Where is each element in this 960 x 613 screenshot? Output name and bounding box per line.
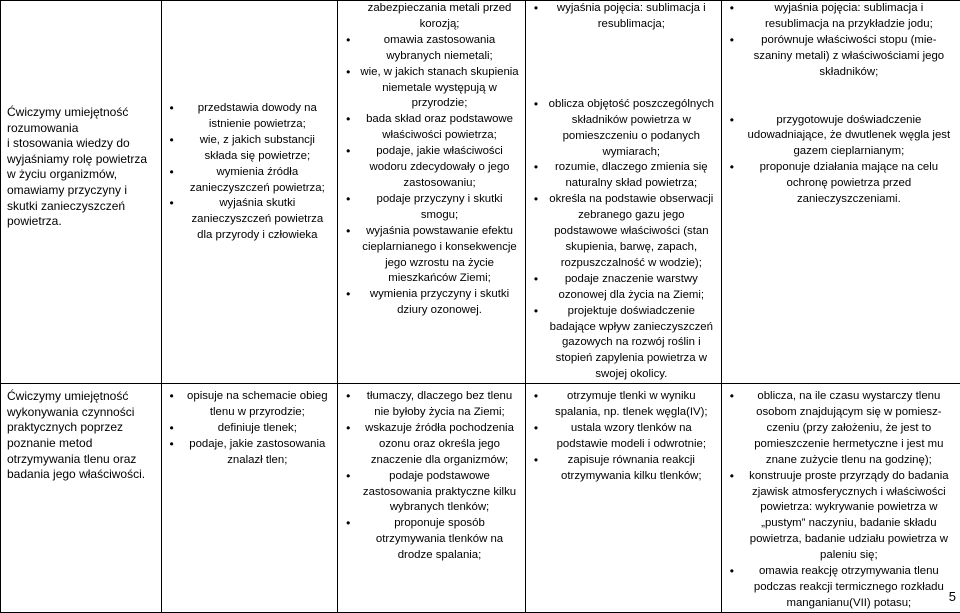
list-item: • definiuje tlenek; bbox=[184, 421, 332, 437]
list-item: • proponuje sposób otrzymywania tlenków na drodze spalania; bbox=[360, 516, 519, 564]
goal-text: Ćwiczymy umiejętność wykonywania czynności praktycznych poprzez poznanie metod otrzymywania tlenu oraz badania jego właściwości. bbox=[1, 384, 161, 483]
level-cell-3 bbox=[525, 1, 721, 384]
list-item: • oblicza objętość poszczególnych składników powietrza w pomieszczeniu o podanych wymiarach; bbox=[548, 97, 715, 161]
list-item: • przygotowuje doświadczenie udowadniające, że dwutlenek węgla jest gazem cieplarnianym; bbox=[744, 113, 954, 161]
list-item: • wie, z jakich substancji składa się powietrze; bbox=[184, 133, 332, 165]
requirements-list-top bbox=[526, 1, 721, 33]
list-item: • omawia zastosowania wybranych niemetali; bbox=[360, 33, 519, 65]
level-cell-1 bbox=[161, 384, 338, 613]
level-cell-2 bbox=[338, 384, 526, 613]
list-item: zabezpieczania metali przed korozją; bbox=[360, 1, 519, 33]
list-item: • wyjaśnia skutki zanieczyszczeń powietrza dla przyrody i człowieka bbox=[184, 196, 332, 244]
list-item: • podaje podstawowe zastosowania praktyczne kilku wybranych tlenków; bbox=[360, 469, 519, 517]
list-item: • wyjaśnia powstawanie efektu cieplarnianego i konsekwencje jego wzrostu na życie mieszkańców Ziemi; bbox=[360, 224, 519, 288]
list-item: • podaje przyczyny i skutki smogu; bbox=[360, 192, 519, 224]
requirements-list bbox=[722, 113, 960, 208]
list-item: • przedstawia dowody na istnienie powietrza; bbox=[184, 101, 332, 133]
requirements-list bbox=[162, 101, 338, 244]
list-item: • omawia reakcję otrzymywania tlenu podczas reakcji termicznego rozkładu manganianu(VII) potasu; bbox=[744, 564, 954, 612]
level-cell-2 bbox=[338, 1, 526, 384]
list-item: • wie, w jakich stanach skupienia niemetale występują w przyrodzie; bbox=[360, 65, 519, 113]
requirements-list-top bbox=[338, 1, 525, 112]
level-cell-3 bbox=[525, 384, 721, 613]
requirements-list bbox=[338, 384, 525, 564]
list-item: • wskazuje źródła pochodzenia ozonu oraz określa jego znaczenie dla organizmów; bbox=[360, 421, 519, 469]
list-item: • rozumie, dlaczego zmienia się naturalny skład powietrza; bbox=[548, 160, 715, 192]
list-item: • otrzymuje tlenki w wyniku spalania, np. tlenek węgla(IV); bbox=[548, 389, 715, 421]
list-item: • podaje, jakie zastosowania znalazł tlen; bbox=[184, 437, 332, 469]
requirements-list bbox=[526, 384, 721, 484]
list-item: • porównuje właściwości stopu (mie-szaniny metali) z właściwościami jego składników; bbox=[744, 33, 954, 81]
list-item: • konstruuje proste przyrządy do badania zjawisk atmosferycznych i właściwości powietrza: wykrywanie powietrza w „pustym” naczyniu, badanie składu powietrza, badanie udziału powietrza w paleniu się; bbox=[744, 469, 954, 564]
list-item: • wymienia źródła zanieczyszczeń powietrza; bbox=[184, 165, 332, 197]
goal-text: Ćwiczymy umiejętność rozumowania i stosowania wiedzy do wyjaśniamy rolę powietrza w życiu organizmów, omawiamy przyczyny i skutki zanieczyszczeń powietrza. bbox=[1, 1, 161, 230]
requirements-list bbox=[722, 384, 960, 612]
list-item: • tłumaczy, dlaczego bez tlenu nie byłoby życia na Ziemi; bbox=[360, 389, 519, 421]
requirements-list bbox=[526, 97, 721, 383]
list-item: • wymienia przyczyny i skutki dziury ozonowej. bbox=[360, 287, 519, 319]
goal-cell bbox=[1, 384, 162, 613]
list-item: • wyjaśnia pojęcia: sublimacja i resublimacja na przykładzie jodu; bbox=[744, 1, 954, 33]
table-row bbox=[1, 1, 960, 384]
list-item: • oblicza, na ile czasu wystarczy tlenu osobom znajdującym się w pomiesz-czeniu (przy założeniu, że jest to pomieszczenie hermetyczne i jest mu znane zużycie tlenu na godzinę); bbox=[744, 389, 954, 469]
requirements-list bbox=[162, 384, 338, 469]
goal-cell bbox=[1, 1, 162, 384]
requirements-list bbox=[338, 112, 525, 319]
list-item: • bada skład oraz podstawowe właściwości powietrza; bbox=[360, 112, 519, 144]
page-number: 5 bbox=[949, 589, 956, 604]
list-item: • opisuje na schemacie obieg tlenu w przyrodzie; bbox=[184, 389, 332, 421]
table-row bbox=[1, 384, 960, 613]
level-cell-1 bbox=[161, 1, 338, 384]
list-item: • projektuje doświadczenie badające wpływ zanieczyszczeń gazowych na rozwój roślin i stopień zapylenia powietrza w swojej okolicy. bbox=[548, 304, 715, 384]
list-item: • ustala wzory tlenków na podstawie modeli i odwrotnie; bbox=[548, 421, 715, 453]
level-cell-4 bbox=[721, 1, 960, 384]
list-item: • wyjaśnia pojęcia: sublimacja i resublimacja; bbox=[548, 1, 715, 33]
level-cell-4 bbox=[721, 384, 960, 613]
list-item: • podaje znaczenie warstwy ozonowej dla życia na Ziemi; bbox=[548, 272, 715, 304]
list-item: • określa na podstawie obserwacji zebranego gazu jego podstawowe właściwości (stan skupienia, barwę, zapach, rozpuszczalność w wodzie); bbox=[548, 192, 715, 272]
list-item: • proponuje działania mające na celu ochronę powietrza przed zanieczyszczeniami. bbox=[744, 160, 954, 208]
list-item: • zapisuje równania reakcji otrzymywania kilku tlenków; bbox=[548, 453, 715, 485]
list-item: • podaje, jakie właściwości wodoru zdecydowały o jego zastosowaniu; bbox=[360, 144, 519, 192]
requirements-list-top bbox=[722, 1, 960, 81]
